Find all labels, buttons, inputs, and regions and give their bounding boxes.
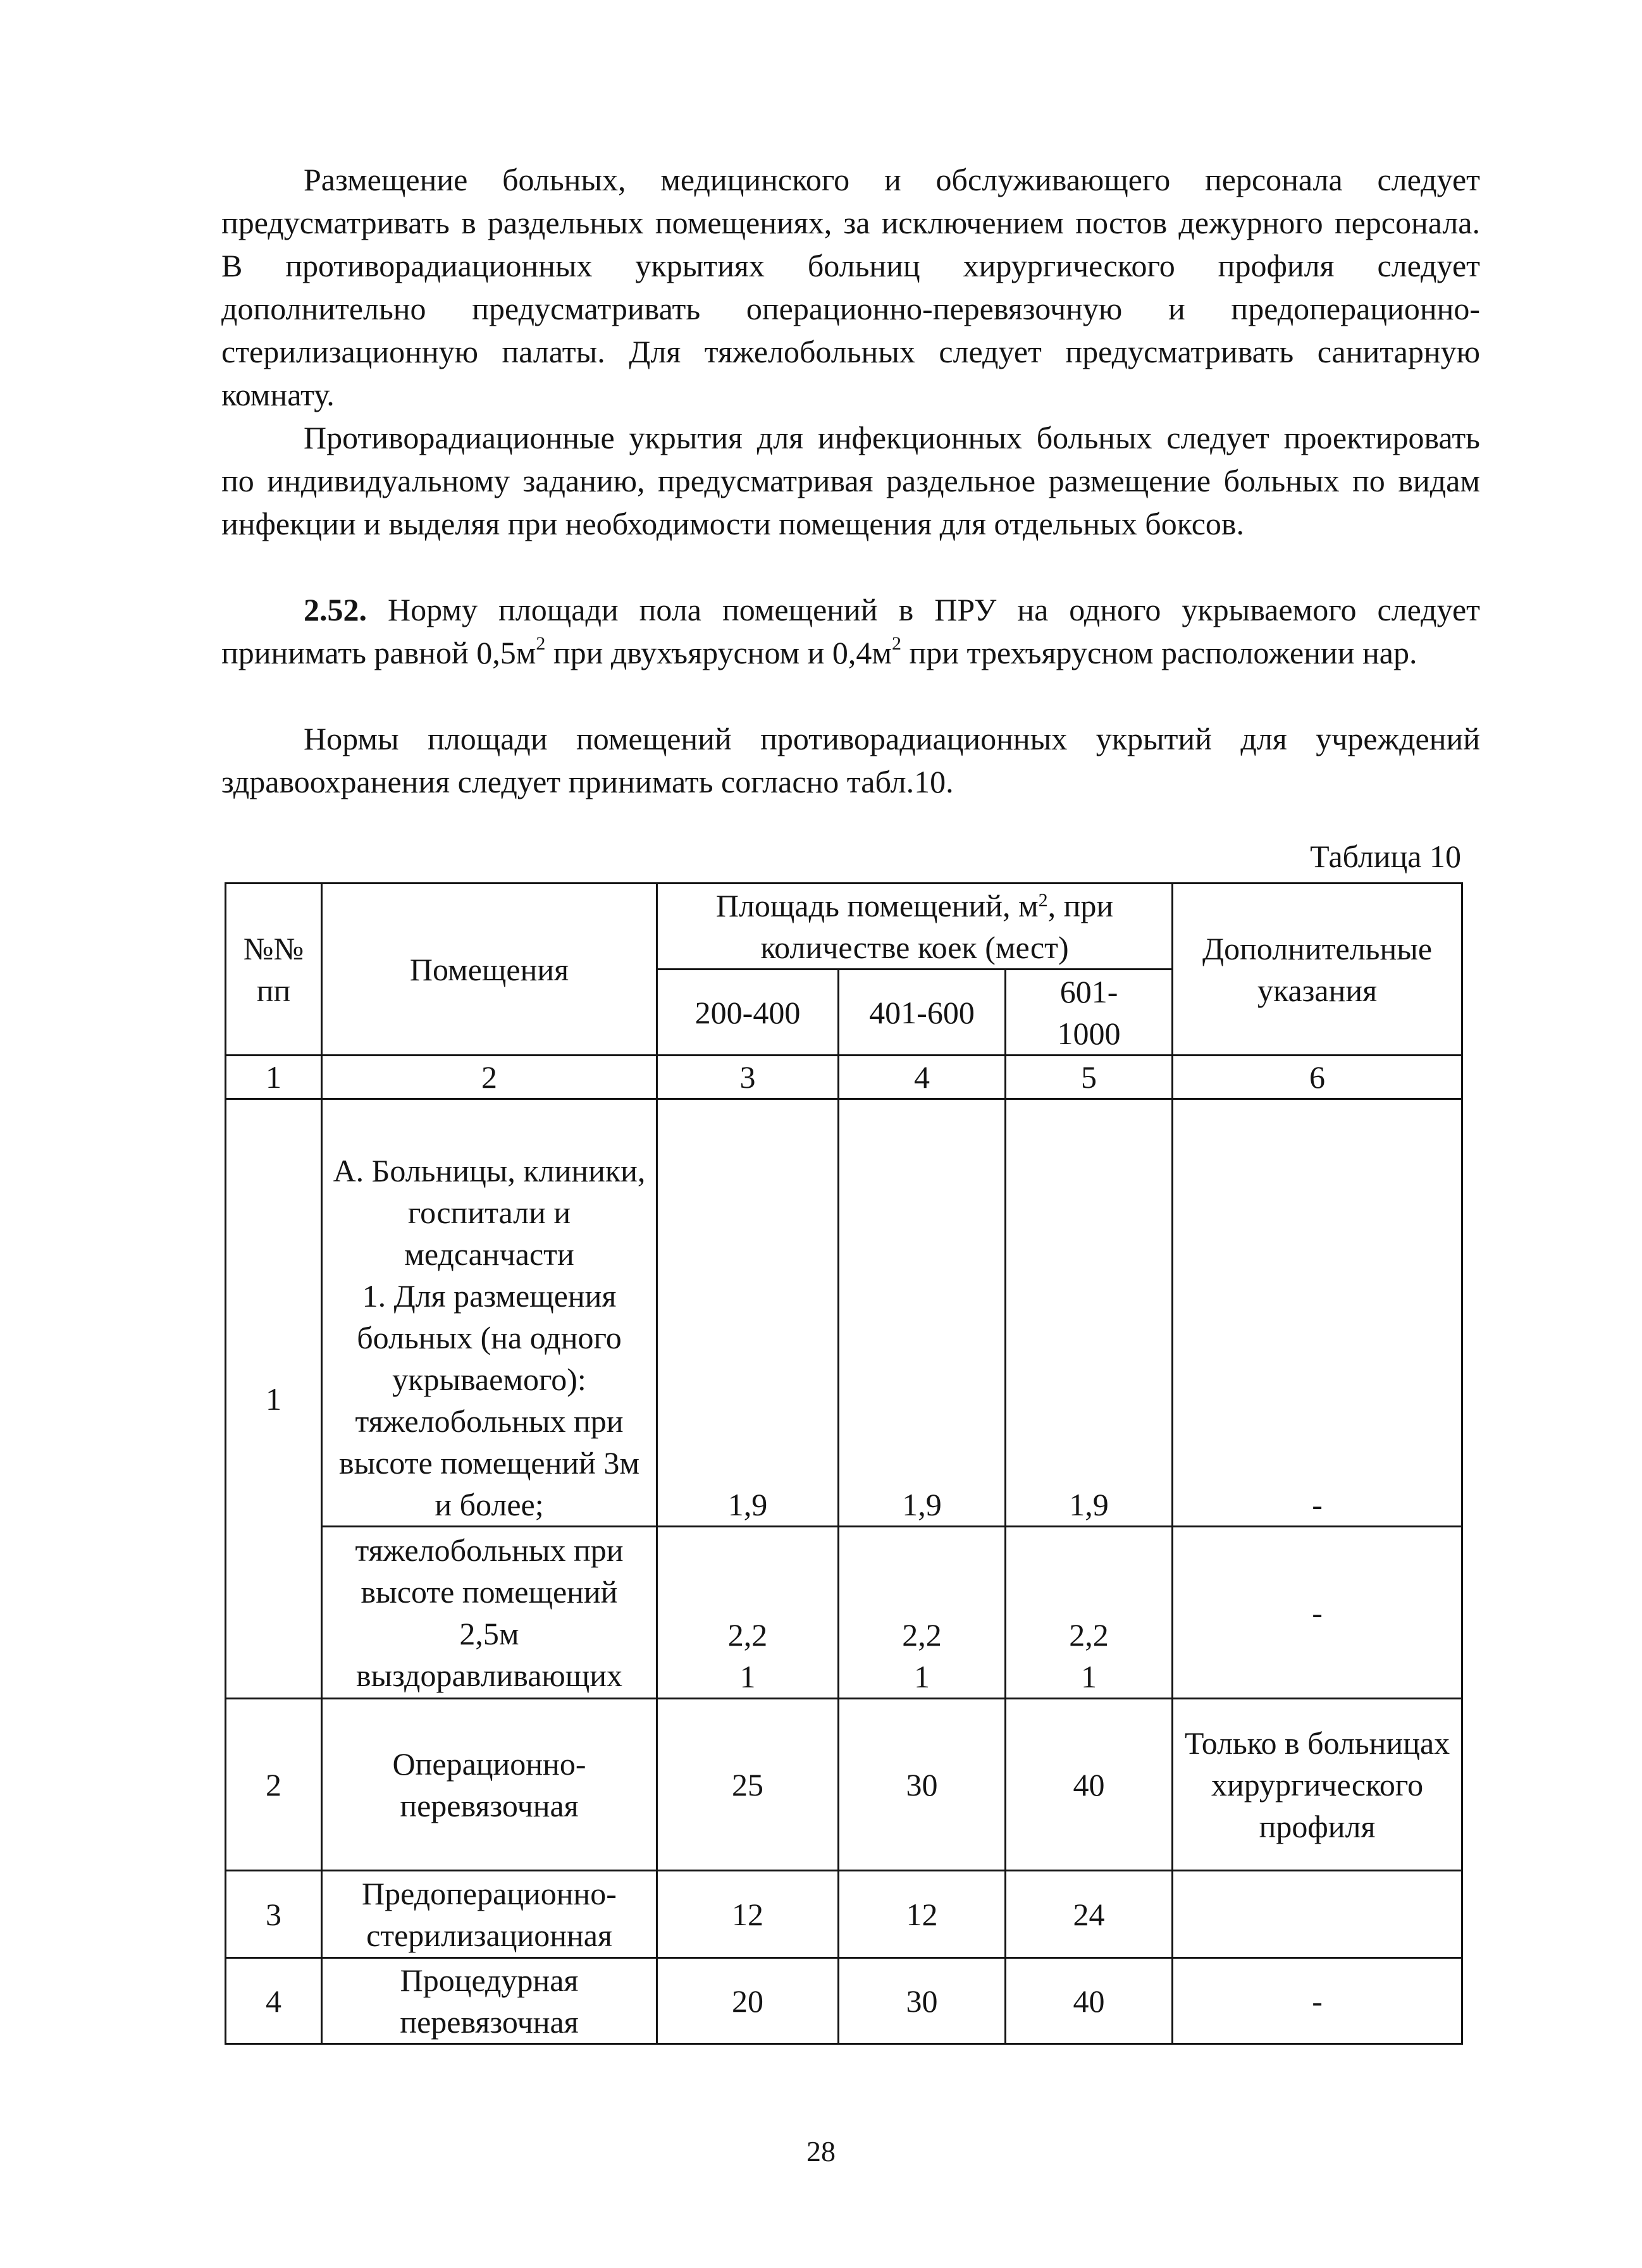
header-area-cell bbox=[657, 884, 1173, 970]
row1-desc-item: 1. Для размещения больных (на одного укрываемого): тяжелобольных при высоте помещений 3м и более; bbox=[338, 1278, 640, 1522]
paragraph-2-52-text-c: при трехъярусном расположении нар. bbox=[901, 635, 1417, 670]
header-rooms: Помещения bbox=[322, 884, 657, 1056]
row3-desc: Предоперационно-стерилизационная bbox=[322, 1871, 657, 1958]
header-area-text-a: Площадь помещений, м bbox=[715, 887, 1039, 923]
paragraph-infectious-text: Противорадиационные укрытия для инфекционных больных следует проектировать по индивидуальному заданию, предусматривая раздельное размещение больных по видам инфекции и выделяя при необходимости помещения для отдельных боксов. bbox=[221, 420, 1480, 541]
table-row bbox=[226, 1527, 1462, 1699]
row1-note: - bbox=[1173, 1099, 1462, 1527]
paragraph-2-52-text-b: при двухъярусном и 0,4м bbox=[545, 635, 892, 670]
header-col-200-400: 200-400 bbox=[657, 970, 839, 1056]
header-num-bottom: пп bbox=[256, 972, 291, 1008]
row1b-value-200-line1: 2,2 bbox=[727, 1617, 768, 1653]
colnum-cell: 2 bbox=[322, 1056, 657, 1099]
row1b-value-401-line1: 2,2 bbox=[902, 1617, 942, 1653]
table-row bbox=[226, 1699, 1462, 1871]
header-num-top: №№ bbox=[243, 930, 304, 966]
row4-value-601: 40 bbox=[1006, 1958, 1173, 2044]
paragraph-placement bbox=[221, 158, 1480, 416]
row1-desc bbox=[322, 1099, 657, 1527]
row4-num: 4 bbox=[226, 1958, 322, 2044]
table-header-row bbox=[226, 884, 1462, 970]
header-notes-cell bbox=[1173, 884, 1462, 1056]
header-notes-line2: указания bbox=[1257, 972, 1378, 1008]
row3-value-401: 12 bbox=[839, 1871, 1006, 1958]
colnum-cell: 6 bbox=[1173, 1056, 1462, 1099]
row1b-value-401-line2: 1 bbox=[914, 1659, 930, 1694]
row1b-value-601-line2: 1 bbox=[1081, 1659, 1097, 1694]
row2-desc: Операционно-перевязочная bbox=[322, 1699, 657, 1871]
row3-value-200: 12 bbox=[657, 1871, 839, 1958]
paragraph-infectious bbox=[221, 416, 1480, 545]
paragraph-2-52 bbox=[221, 588, 1480, 674]
row3-num: 3 bbox=[226, 1871, 322, 1958]
row1b-value-601 bbox=[1006, 1527, 1173, 1699]
row1-desc-section: А. Больницы, клиники, госпитали и медсанчасти bbox=[333, 1153, 646, 1272]
row2-num: 2 bbox=[226, 1699, 322, 1871]
colnum-cell: 5 bbox=[1006, 1056, 1173, 1099]
table-10 bbox=[225, 882, 1463, 2045]
superscript-2: 2 bbox=[892, 633, 902, 655]
row4-desc: Процедурная перевязочная bbox=[322, 1958, 657, 2044]
row4-note: - bbox=[1173, 1958, 1462, 2044]
row1-value-601: 1,9 bbox=[1006, 1099, 1173, 1527]
colnum-cell: 3 bbox=[657, 1056, 839, 1099]
clause-number: 2.52. bbox=[304, 592, 367, 627]
row1b-desc: тяжелобольных при высоте помещений 2,5м выздоравливающих bbox=[322, 1527, 657, 1699]
row1b-value-200-line2: 1 bbox=[739, 1659, 756, 1694]
colnum-cell: 4 bbox=[839, 1056, 1006, 1099]
header-notes-line1: Дополнительные bbox=[1202, 930, 1433, 966]
page-number: 28 bbox=[806, 2135, 836, 2167]
table-row bbox=[226, 1871, 1462, 1958]
row2-note: Только в больницах хирургического профиля bbox=[1173, 1699, 1462, 1871]
row1-value-200: 1,9 bbox=[657, 1099, 839, 1527]
colnum-cell: 1 bbox=[226, 1056, 322, 1099]
table-colnum-row bbox=[226, 1056, 1462, 1099]
row1b-value-601-line1: 2,2 bbox=[1069, 1617, 1109, 1653]
header-num-cell bbox=[226, 884, 322, 1056]
paragraph-2-52-text-a: Норму площади пола помещений в ПРУ на одного укрываемого следует принимать равной 0,5м bbox=[221, 592, 1480, 670]
row2-value-200: 25 bbox=[657, 1699, 839, 1871]
superscript-1: 2 bbox=[536, 633, 546, 655]
header-area-line2: количестве коек (мест) bbox=[760, 929, 1069, 965]
paragraph-norms-text: Нормы площади помещений противорадиационных укрытий для учреждений здравоохранения следует принимать согласно табл.10. bbox=[221, 721, 1480, 799]
table-row bbox=[226, 1099, 1462, 1527]
row1-num: 1 bbox=[226, 1099, 322, 1699]
table-caption: Таблица 10 bbox=[1310, 839, 1461, 874]
paragraph-placement-text: Размещение больных, медицинского и обслуживающего персонала следует предусматривать в раздельных помещениях, за исключением постов дежурного персонала. В противорадиационных укрытиях больниц хирургического профиля следует дополнительно предусматривать операционно-перевязочную и предоперационно-стерилизационную палаты. Для тяжелобольных следует предусматривать санитарную комнату. bbox=[221, 162, 1480, 412]
header-col-601-line1: 601- bbox=[1059, 973, 1118, 1009]
header-area-line1 bbox=[664, 885, 1165, 927]
row3-note bbox=[1173, 1871, 1462, 1958]
header-col-601-1000 bbox=[1006, 970, 1173, 1056]
header-col-601-line2: 1000 bbox=[1057, 1015, 1121, 1051]
header-area-superscript: 2 bbox=[1038, 889, 1048, 911]
paragraph-norms bbox=[221, 717, 1480, 803]
row4-value-200: 20 bbox=[657, 1958, 839, 2044]
row2-value-601: 40 bbox=[1006, 1699, 1173, 1871]
table-row bbox=[226, 1958, 1462, 2044]
header-col-401-600: 401-600 bbox=[839, 970, 1006, 1056]
row3-value-601: 24 bbox=[1006, 1871, 1173, 1958]
row1b-value-401 bbox=[839, 1527, 1006, 1699]
row1b-note: - bbox=[1173, 1527, 1462, 1699]
header-area-text-b: , при bbox=[1047, 887, 1114, 923]
row1b-value-200 bbox=[657, 1527, 839, 1699]
row4-value-401: 30 bbox=[839, 1958, 1006, 2044]
row2-value-401: 30 bbox=[839, 1699, 1006, 1871]
row1-value-401: 1,9 bbox=[839, 1099, 1006, 1527]
